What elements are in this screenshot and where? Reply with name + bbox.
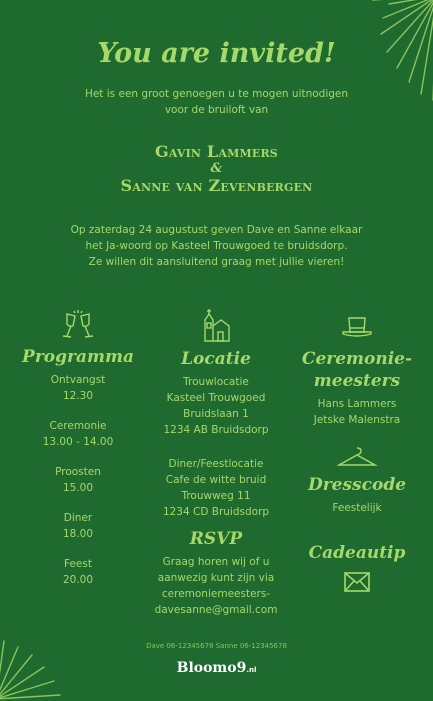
dresscode-heading: Dresscode [307, 475, 407, 495]
location-heading: Locatie [181, 349, 251, 369]
program-section [18, 308, 138, 598]
couple-names [0, 142, 433, 196]
program-item: Proosten 15.00 [55, 466, 101, 494]
intro-text: Het is een groot genoegen u te mogen uitnodigen voor de bruiloft van [84, 88, 349, 116]
bride-name: Sanne van Zevenbergen [120, 176, 313, 195]
program-item: Ceremonie 13.00 - 14.00 [42, 420, 114, 448]
location-section [136, 308, 296, 618]
invitation-title: You are invited! [97, 38, 336, 69]
hanger-icon [337, 446, 377, 468]
champagne-glasses-icon [61, 308, 95, 340]
rsvp-heading: RSVP [189, 529, 243, 549]
gift-heading: Cadeautip [308, 543, 406, 563]
rsvp-email-link[interactable]: ceremoniemeesters- davesanne@gmail.com [154, 588, 278, 616]
ampersand: & [210, 161, 223, 176]
program-heading: Programma [22, 347, 134, 367]
envelope-icon [344, 572, 370, 592]
masters-names: Hans Lammers Jetske Malenstra [313, 398, 401, 426]
program-item: Feest 20.00 [62, 558, 94, 586]
brand-logo[interactable]: Bloomo9.nl [176, 660, 257, 676]
contact-numbers: Dave 06-12345678 Sanne 06-12345678 [146, 642, 287, 650]
dinner-venue: Diner/Feestlocatie Cafe de witte bruid Trouwweg 11 1234 CD Bruidsdorp [162, 458, 270, 518]
church-icon [201, 308, 231, 342]
masters-heading: Ceremonie- meesters [301, 349, 413, 391]
masters-section [298, 308, 416, 592]
program-item: Ontvangst 12.30 [50, 374, 106, 402]
top-hat-icon [341, 312, 373, 340]
invitation-message: Op zaterdag 24 augustust geven Dave en Sanne elkaar het Ja-woord op Kasteel Trouwgoed te bruidsdorp. Ze willen dit aansluitend graag met jullie vieren! [70, 224, 363, 268]
ceremony-venue: Trouwlocatie Kasteel Trouwgoed Bruidslaan 1 1234 AB Bruidsdorp [163, 376, 269, 436]
dresscode-value: Feestelijk [332, 502, 382, 514]
program-item: Diner 18.00 [62, 512, 94, 540]
firework-burst-icon [0, 611, 64, 701]
rsvp-text: Graag horen wij of u aanwezig kunt zijn via ceremoniemeesters- davesanne@gmail.com [136, 554, 296, 618]
groom-name: Gavin Lammers [155, 142, 278, 161]
